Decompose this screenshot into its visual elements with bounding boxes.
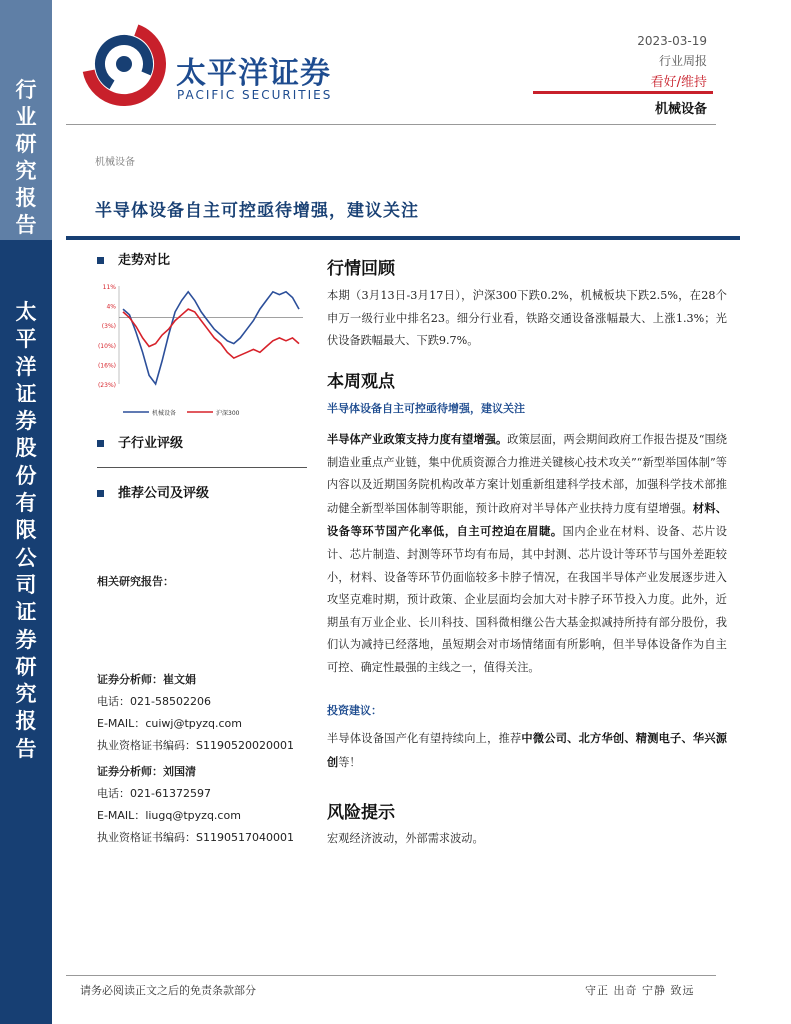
sidebar-char: 券: [15, 408, 37, 434]
recommend-heading: [97, 482, 209, 501]
chart-legend-label: 沪深300: [216, 410, 240, 417]
sidebar-char: 有: [15, 490, 37, 516]
sidebar-char: 研: [15, 131, 37, 156]
breadcrumb: 机械设备: [95, 157, 135, 168]
chart-y-tick-label: (10%): [97, 342, 116, 350]
sidebar-char: 份: [15, 462, 37, 488]
view-heading: 本周观点: [327, 372, 395, 392]
chart-series-line-0: [123, 292, 299, 384]
sidebar-char: 究: [15, 158, 37, 183]
logo-en-text: PACIFIC SECURITIES: [177, 88, 333, 102]
view-bold-2: 材料、设备等环节国产化率低，自主可控迫在眉睫。: [327, 500, 727, 539]
chart-y-tick-label: (3%): [101, 323, 116, 331]
sidebar-char: 报: [15, 185, 37, 210]
phone-label: 电话：: [97, 695, 130, 708]
analyst-name: 崔文娟: [163, 673, 196, 686]
header-divider: [66, 124, 716, 125]
phone-label: 电话：: [97, 787, 130, 800]
sidebar-char: 证: [15, 380, 37, 406]
invest-companies: 中微公司、北方华创、精测电子、华兴源创: [327, 731, 727, 769]
logo-cn-text: 太平洋证券: [176, 56, 331, 91]
chart-series-line-1: [123, 309, 299, 358]
sidebar-char: 究: [15, 681, 37, 707]
trend-heading: [97, 249, 170, 268]
sidebar-char: 业: [15, 104, 37, 129]
view-text-2: 国内企业在材料、设备、芯片设计、芯片制造、封测等环节均有布局，其中封测、芯片设计等环节与国外差距较小，材料、设备等环节仍面临较多卡脖子情况，在我国半导体产业发展逐步进入攻坚克难时期，预计政策、企业层面均会加大对卡脖子环节投入力度。此外，近期虽有万业企业、长川科技、国科微相继公告大基金拟减持所持有部分股份，我们认为减持已经落地，虽短期会对市场情绪面有所影响，但半导体设备作为自主可控、确定性最强的主线之一，值得关注。: [327, 525, 727, 674]
related-reports-heading: 相关研究报告：: [97, 575, 174, 588]
analyst-cert: S1190517040001: [196, 831, 294, 844]
sidebar-char: 报: [15, 708, 37, 734]
invest-subheading: 投资建议：: [327, 704, 382, 717]
sidebar-char: 公: [15, 544, 37, 570]
sidebar-company-label: [0, 298, 52, 762]
analyst-block-1: [97, 669, 294, 757]
trend-heading-label: 走势对比: [118, 253, 171, 268]
chart-y-tick-label: (16%): [97, 362, 116, 370]
page-title: 半导体设备自主可控亟待增强，建议关注: [95, 201, 419, 221]
trend-chart: [93, 276, 309, 424]
analyst-name: 刘国清: [163, 765, 196, 778]
invest-paragraph: [327, 727, 727, 774]
sidebar-char: 告: [15, 212, 37, 237]
sidebar-report-label: [0, 76, 52, 238]
cert-label: 执业资格证书编码：: [97, 831, 196, 844]
view-subheading: 半导体设备自主可控亟待增强，建议关注: [327, 402, 525, 415]
email-label: E-MAIL：: [97, 717, 146, 730]
invest-text-1: 半导体设备国产化有望持续向上，推荐: [327, 732, 522, 745]
title-divider: [66, 236, 740, 240]
analyst-phone: 021-58502206: [130, 695, 211, 708]
analyst-email[interactable]: liugq@tpyzq.com: [145, 809, 241, 822]
bullet-square-icon: [97, 257, 104, 264]
view-text-1: 政策层面，两会期间政府工作报告提及“围绕制造业重点产业链，集中优质资源合力推进关键核心技术攻关”“新型举国体制”等内容以及近期国务院机构改革方案计划重新组建科学技术部，加强科学技术部推动健全新型举国体制等职能，预计政府对半导体产业扶持力度有望增强。: [327, 433, 727, 515]
review-heading: 行情回顾: [327, 259, 395, 279]
industry-rating-label: 子行业评级: [118, 436, 184, 451]
sidebar-char: 行: [15, 77, 37, 102]
sidebar-char: 洋: [15, 353, 37, 379]
view-paragraph: [327, 428, 727, 680]
analyst-email[interactable]: cuiwj@tpyzq.com: [145, 717, 242, 730]
recommend-label: 推荐公司及评级: [118, 486, 210, 501]
sidebar-char: 司: [15, 571, 37, 597]
sector-label: 机械设备: [654, 102, 707, 117]
sidebar-char: 限: [15, 517, 37, 543]
footer-disclaimer: 请务必阅读正文之后的免责条款部分: [80, 984, 256, 997]
sidebar-char: 告: [15, 735, 37, 761]
analyst-phone: 021-61372597: [130, 787, 211, 800]
analyst-label: 证券分析师：: [97, 673, 163, 686]
section-divider: [97, 467, 307, 468]
invest-text-2: 等！: [338, 755, 361, 769]
report-date: 2023-03-19: [637, 34, 707, 48]
bullet-square-icon: [97, 440, 104, 447]
report-type: 行业周报: [658, 54, 707, 68]
footer-motto: 守正 出奇 宁静 致远: [585, 984, 695, 997]
sidebar-char: 股: [15, 435, 37, 461]
view-bold-1: 半导体产业政策支持力度有望增强。: [327, 432, 508, 446]
footer-divider: [66, 975, 716, 976]
sidebar-char: 证: [15, 599, 37, 625]
cert-label: 执业资格证书编码：: [97, 739, 196, 752]
header-red-divider: [533, 91, 713, 94]
risk-heading: 风险提示: [327, 803, 395, 823]
rating-label: 看好/维持: [650, 75, 707, 90]
chart-y-tick-label: (23%): [97, 382, 116, 389]
analyst-cert: S1190520020001: [196, 739, 294, 752]
sidebar-char: 太: [15, 299, 37, 324]
analyst-label: 证券分析师：: [97, 765, 163, 778]
analyst-block-2: [97, 761, 294, 849]
risk-paragraph: 宏观经济波动，外部需求波动。: [327, 832, 484, 845]
chart-y-tick-label: 11%: [102, 284, 116, 291]
chart-y-tick-label: 4%: [106, 303, 116, 311]
industry-rating-heading: [97, 432, 183, 451]
sidebar-char: 平: [15, 326, 37, 352]
chart-legend-label: 机械设备: [152, 410, 177, 417]
review-paragraph: 本期（3月13日-3月17日），沪深300下跌0.2%，机械板块下跌2.5%，在28个申万一级行业中排名23。细分行业看，铁路交通设备涨幅最大、上涨1.3%；光伏设备跌幅最大、下跌9.7%。: [327, 289, 727, 348]
email-label: E-MAIL：: [97, 809, 146, 822]
bullet-square-icon: [97, 490, 104, 497]
sidebar-char: 券: [15, 626, 37, 652]
sidebar-char: 研: [15, 653, 37, 679]
